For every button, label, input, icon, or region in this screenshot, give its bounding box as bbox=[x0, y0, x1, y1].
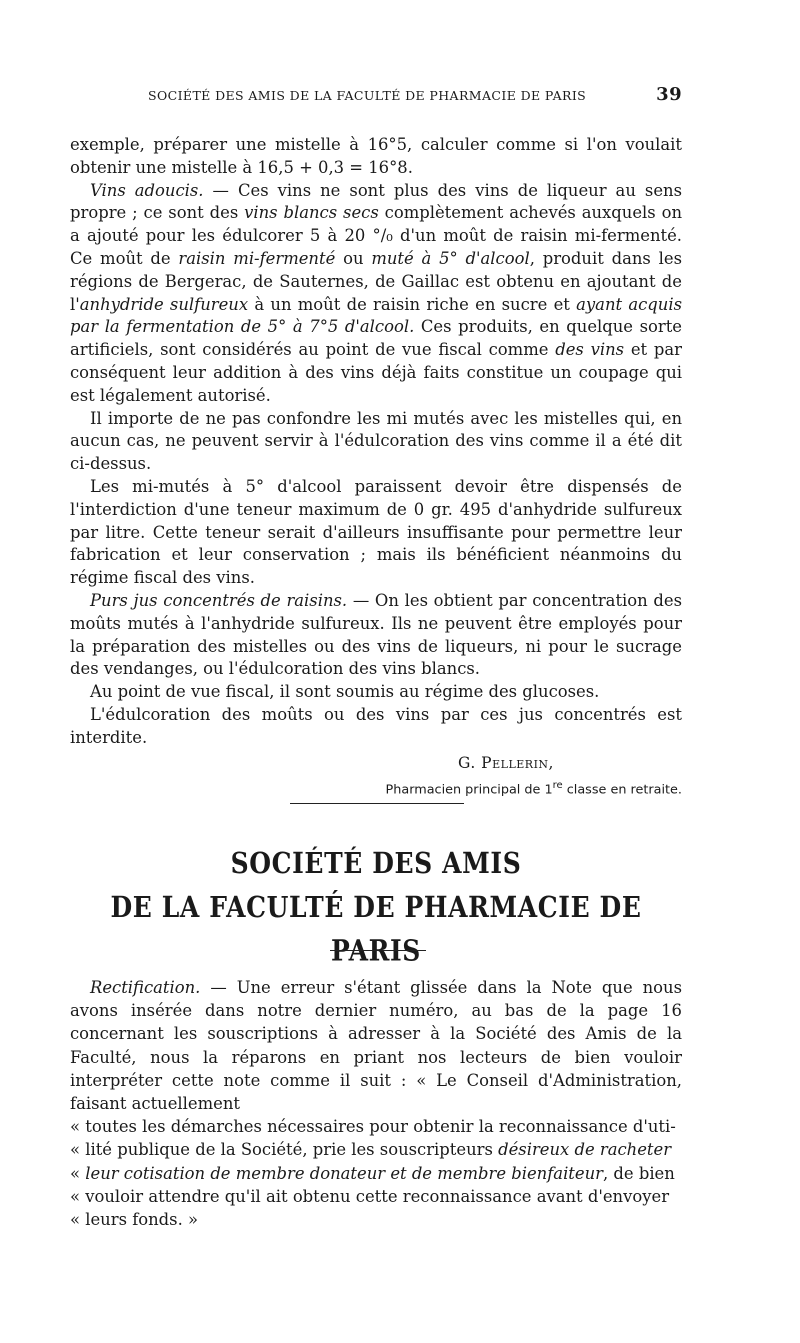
section-title-line-1: SOCIÉTÉ DES AMIS bbox=[230, 846, 522, 880]
paragraph-interdite: L'édulcoration des moûts ou des vins par ces jus concentrés est interdite. bbox=[70, 704, 682, 747]
paragraph-fiscal: Au point de vue fiscal, il sont soumis au régime des glucoses. bbox=[90, 682, 600, 702]
paragraph-dispense: Les mi-mutés à 5° d'alcool paraissent devoir être dispensés de l'interdiction d'une teneur maximum de 0 gr. 495 d'anhydride sulfureux par litre. Cette teneur serait d'ailleurs insuffisante pour permettre leur fabrication et leur conservation ; mais ils bénéficient néanmoins du régime fiscal des vins. bbox=[70, 476, 682, 588]
text-run: , produit dans les régions de Bergerac, de Sauternes, de Gaillac est obtenu en ajoutant de l' bbox=[70, 248, 682, 314]
section-title bbox=[70, 842, 682, 973]
text-run: — On les obtient par concentration des moûts mutés à l'anhydride sulfureux. Ils ne peuvent être employés pour la préparation des mistelles ou des vins de liqueurs, ni pour le sucrage des vendanges, ou l'édulcoration des vins blancs. bbox=[70, 590, 683, 679]
text-run: complètement achevés auxquels on a ajouté pour les édulcorer 5 à 20 °/₀ d'un moût de raisin mi-fermenté. Ce moût de bbox=[70, 203, 683, 268]
role-text: Pharmacien principal de 1 bbox=[385, 782, 553, 798]
italic-run: vins blancs secs bbox=[244, 203, 379, 223]
text-run: ou bbox=[335, 248, 372, 268]
text-run: « lité publique de la Société, prie les souscripteurs bbox=[70, 1140, 499, 1160]
paragraph-rectification bbox=[70, 976, 682, 1231]
italic-run: muté à 5° d'alcool bbox=[371, 248, 530, 268]
italic-run: raisin mi-fermenté bbox=[178, 248, 336, 268]
author-name: G. Pellerin, bbox=[458, 753, 554, 772]
heading-vins-adoucis: Vins adoucis. bbox=[90, 180, 204, 200]
role-text: classe en retraite. bbox=[562, 782, 682, 798]
italic-run: leur cotisation de membre donateur et de membre bienfaiteur bbox=[85, 1163, 603, 1183]
text-run: et par conséquent leur addition à des vins déjà faits constitue un coupage qui est légalement autorisé. bbox=[70, 340, 682, 405]
text-run: , de bien bbox=[603, 1163, 675, 1183]
heading-rectification: Rectification. bbox=[90, 978, 201, 997]
paragraph-mistelle-example: exemple, préparer une mistelle à 16°5, calculer comme si l'on voulait obtenir une mistelle à 16,5 + 0,3 = 16°8. bbox=[70, 135, 682, 177]
text-run: — Une erreur s'étant glissée dans la Note que nous avons insérée dans notre dernier numéro, au bas de la page 16 concernant les souscriptions à adresser à la Société des Amis de la Faculté, nous la réparons en priant nos lecteurs de bien vouloir interpréter cette note comme il suit : « Le Conseil d'Administration, faisant actuellement bbox=[70, 978, 682, 1114]
rectification-body bbox=[70, 976, 682, 1231]
heading-jus-concentres: Purs jus concentrés de raisins. bbox=[90, 590, 348, 610]
article-body bbox=[70, 134, 682, 802]
author-role bbox=[70, 775, 682, 802]
page-number: 39 bbox=[656, 84, 682, 105]
quote-line: « vouloir attendre qu'il ait obtenu cette reconnaissance avant d'envoyer bbox=[70, 1186, 670, 1206]
quote-line: « leurs fonds. » bbox=[70, 1210, 199, 1230]
text-run: Ces produits, en quelque sorte artificiels, sont considérés au point de vue fiscal comme bbox=[70, 317, 682, 360]
paragraph-mi-mutes: Il importe de ne pas confondre les mi mutés avec les mistelles qui, en aucun cas, ne peuvent servir à l'édulcoration des vins comme il a été dit ci-dessus. bbox=[70, 408, 682, 474]
paragraph-jus-concentres bbox=[70, 590, 682, 681]
paragraph-vins-adoucis bbox=[70, 180, 682, 408]
text-run: — Ces vins ne sont plus des vins de liqueur au sens propre ; ce sont des bbox=[70, 180, 682, 223]
running-title: SOCIÉTÉ DES AMIS DE LA FACULTÉ DE PHARMACIE DE PARIS bbox=[148, 88, 587, 103]
italic-run: désireux de racheter bbox=[498, 1140, 672, 1160]
quote-line bbox=[70, 1138, 682, 1161]
running-header bbox=[70, 84, 682, 108]
separator-rule bbox=[290, 803, 464, 804]
section-title-line-2: DE LA FACULTÉ DE PHARMACIE DE PARIS bbox=[110, 890, 642, 968]
text-run: à un moût de raisin riche en sucre et bbox=[248, 294, 577, 314]
signature-block bbox=[70, 752, 682, 803]
role-superscript: re bbox=[552, 780, 563, 792]
text-run: « bbox=[70, 1163, 86, 1183]
quote-line: « toutes les démarches nécessaires pour obtenir la reconnaissance d'uti- bbox=[70, 1117, 676, 1137]
quote-line bbox=[70, 1162, 682, 1185]
italic-run: ayant acquis par la fermentation de 5° à 7°5 d'alcool. bbox=[70, 294, 683, 337]
title-underline-rule bbox=[330, 950, 426, 951]
italic-run: anhydride sulfureux bbox=[79, 294, 249, 314]
italic-run: des vins bbox=[555, 340, 625, 360]
